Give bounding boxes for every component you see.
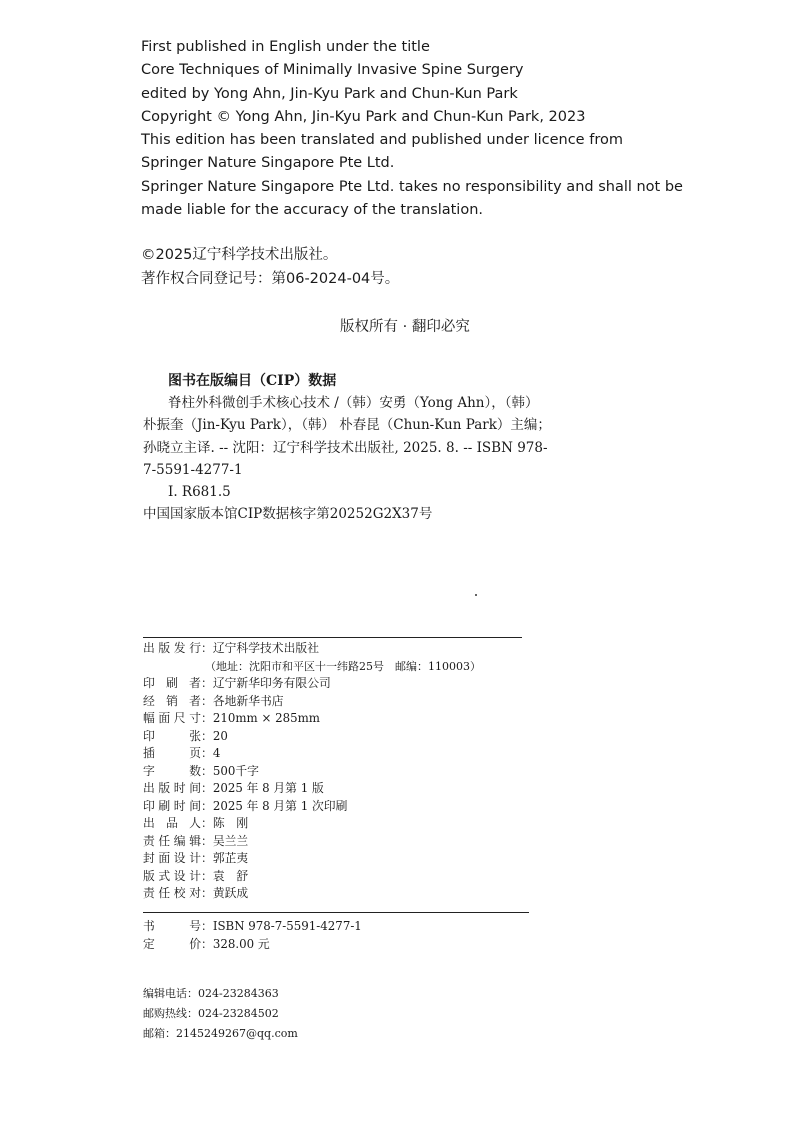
- cip-line: 朴振奎（Jin-Kyu Park），（韩） 朴春昆（Chun-Kun Park）主编；: [143, 417, 551, 434]
- imprint-value: 黄跃成: [212, 886, 249, 900]
- imprint-row: 出版时间 ： 2025 年 8 月第 1 版: [143, 780, 481, 798]
- imprint-value: 各地新华书店: [212, 693, 284, 708]
- price-value: 328.00 元: [212, 936, 270, 951]
- imprint-row: 字 数 ： 500千字: [143, 763, 481, 781]
- imprint-row: 插 页 ： 4: [143, 745, 481, 763]
- credit-line: This edition has been translated and published under licence from: [141, 132, 623, 149]
- imprint-label: 插 页: [143, 746, 201, 760]
- imprint-label: 责任编辑: [143, 833, 201, 848]
- cip-line: 脊柱外科微创手术核心技术 /（韩）安勇（Yong Ahn），（韩）: [168, 395, 539, 411]
- imprint-row: 责任校对 ： 黄跃成: [143, 885, 481, 903]
- editor-phone: 编辑电话：024-23284363: [143, 987, 279, 1000]
- imprint-label: 封面设计: [143, 851, 201, 865]
- imprint-value: 2025 年 8 月第 1 版: [212, 781, 324, 795]
- divider-top: [143, 637, 522, 638]
- email-address: 邮箱：2145249267@qq.com: [143, 1027, 298, 1040]
- contact-block: [143, 984, 298, 1044]
- stray-dot: [475, 594, 477, 596]
- imprint-row: 印 刷 者 ： 辽宁新华印务有限公司: [143, 675, 481, 693]
- imprint-value: 袁 舒: [212, 868, 249, 883]
- imprint-label: 印刷时间: [143, 798, 201, 813]
- imprint-value: 陈 刚: [212, 816, 249, 830]
- imprint-label: 印 张: [143, 728, 201, 743]
- imprint-row: 封面设计 ： 郭芷夷: [143, 850, 481, 868]
- imprint-label: 经 销 者: [143, 693, 201, 708]
- imprint-row: 印刷时间 ： 2025 年 8 月第 1 次印刷: [143, 798, 481, 816]
- imprint-label: 出 品 人: [143, 816, 201, 830]
- imprint-value: 500千字: [212, 763, 259, 778]
- imprint-value: 辽宁科学技术出版社: [212, 641, 319, 655]
- credit-line: edited by Yong Ahn, Jin-Kyu Park and Chun-Kun Park: [141, 85, 518, 102]
- imprint-label: 字 数: [143, 763, 201, 778]
- credit-line: First published in English under the title: [141, 39, 430, 55]
- credit-line: Core Techniques of Minimally Invasive Spine Surgery: [141, 62, 524, 79]
- cip-block: [143, 370, 663, 526]
- credit-line: made liable for the accuracy of the translation.: [141, 202, 483, 219]
- english-credits: [141, 36, 701, 222]
- imprint-row: 版式设计 ： 袁 舒: [143, 868, 481, 886]
- imprint-row: 出 品 人 ： 陈 刚: [143, 815, 481, 833]
- imprint-value: 郭芷夷: [212, 851, 249, 865]
- price-row: 定 价 ： 328.00 元: [143, 936, 362, 954]
- imprint-label: 出版时间: [143, 781, 201, 795]
- imprint-row: 印 张 ： 20: [143, 728, 481, 746]
- imprint-row-publisher: 出版发行 ： 辽宁科学技术出版社: [143, 640, 481, 658]
- cip-line: 孙晓立主译. -- 沈阳：辽宁科学技术出版社, 2025. 8. -- ISBN 978-: [143, 439, 548, 456]
- imprint-row: 责任编辑 ： 吴兰兰: [143, 833, 481, 851]
- imprint-value: 4: [212, 746, 221, 760]
- imprint-label: 版式设计: [143, 868, 201, 883]
- imprint-block: [143, 640, 481, 903]
- imprint-value: 210mm × 285mm: [212, 711, 320, 725]
- credit-line: Springer Nature Singapore Pte Ltd. takes no responsibility and shall not be: [141, 178, 683, 195]
- imprint-row: 经 销 者 ： 各地新华书店: [143, 693, 481, 711]
- imprint-value: 吴兰兰: [212, 833, 249, 848]
- imprint-label: 书 号: [143, 919, 201, 933]
- cip-classification: Ⅰ. R681.5: [168, 484, 231, 501]
- isbn-row: 书 号 ： ISBN 978-7-5591-4277-1: [143, 918, 362, 936]
- mail-order-hotline: 邮购热线：024-23284502: [143, 1007, 279, 1020]
- cip-record-number: 中国国家版本馆CIP数据核字第20252G2X37号: [143, 506, 433, 523]
- contract-registration-line: 著作权合同登记号：第06-2024-04号。: [141, 271, 400, 287]
- imprint-label: 幅面尺寸: [143, 711, 201, 725]
- imprint-label: 责任校对: [143, 886, 201, 900]
- imprint-value: 20: [212, 728, 228, 743]
- rights-notice: 版权所有 · 翻印必究: [340, 319, 470, 335]
- credit-line: Copyright © Yong Ahn, Jin-Kyu Park and Chun-Kun Park, 2023: [141, 108, 586, 125]
- imprint-label: 出版发行: [143, 641, 201, 655]
- imprint-row: 幅面尺寸 ： 210mm × 285mm: [143, 710, 481, 728]
- isbn-price-block: [143, 918, 362, 953]
- isbn-value: ISBN 978-7-5591-4277-1: [212, 919, 362, 933]
- imprint-label: 印 刷 者: [143, 676, 201, 690]
- credit-line: Springer Nature Singapore Pte Ltd.: [141, 155, 395, 172]
- cip-line: 7-5591-4277-1: [143, 461, 243, 478]
- cip-heading: 图书在版编目（CIP）数据: [168, 373, 337, 389]
- publisher-address: （地址：沈阳市和平区十一纬路25号 邮编：110003）: [205, 659, 481, 673]
- copyright-line: ©2025辽宁科学技术出版社。: [141, 247, 338, 263]
- imprint-value: 辽宁新华印务有限公司: [212, 676, 331, 690]
- imprint-label: 定 价: [143, 936, 201, 951]
- chinese-copyright: [141, 243, 399, 291]
- imprint-value: 2025 年 8 月第 1 次印刷: [212, 798, 348, 813]
- divider-bottom: [143, 912, 529, 913]
